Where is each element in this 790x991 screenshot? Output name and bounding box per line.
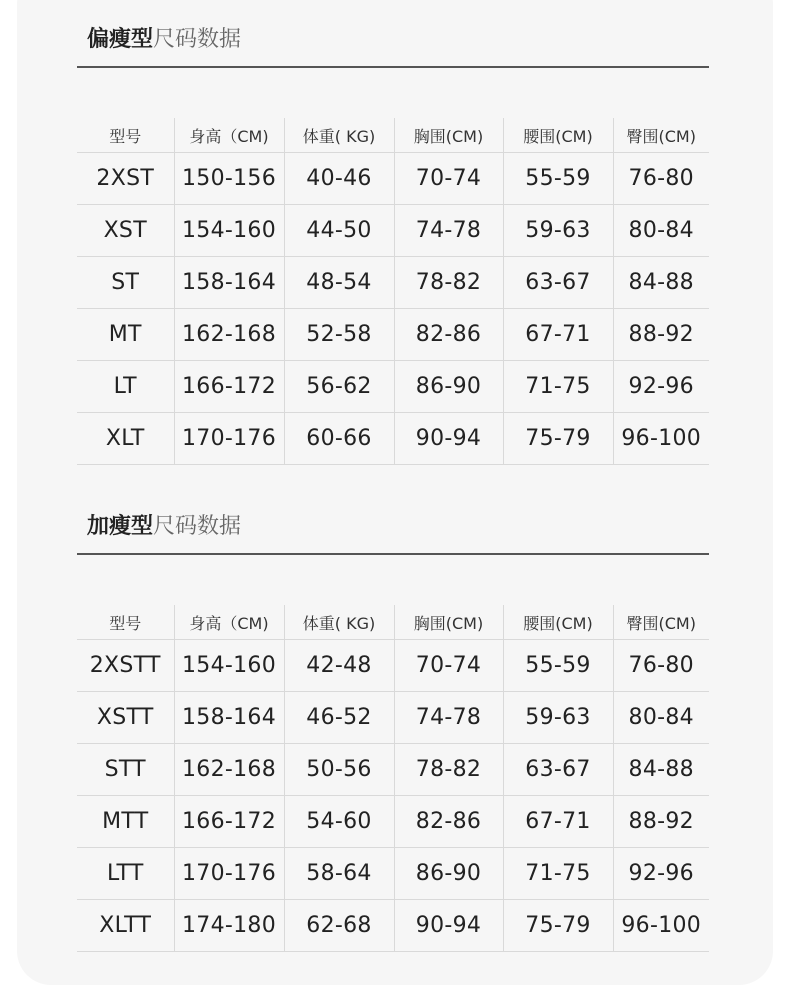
table-row bbox=[77, 413, 709, 465]
table-row bbox=[77, 692, 709, 744]
cell-size: ST bbox=[77, 257, 174, 309]
cell-chest: 82-86 bbox=[394, 796, 503, 848]
cell-hip: 80-84 bbox=[613, 205, 709, 257]
size-table bbox=[77, 605, 709, 952]
cell-weight: 62-68 bbox=[284, 900, 394, 952]
cell-size: LT bbox=[77, 361, 174, 413]
cell-size: LTT bbox=[77, 848, 174, 900]
cell-weight: 60-66 bbox=[284, 413, 394, 465]
cell-height: 174-180 bbox=[174, 900, 284, 952]
cell-size: XLTT bbox=[77, 900, 174, 952]
table-header-row bbox=[77, 605, 709, 640]
table-row bbox=[77, 848, 709, 900]
cell-height: 158-164 bbox=[174, 257, 284, 309]
cell-hip: 84-88 bbox=[613, 744, 709, 796]
cell-chest: 90-94 bbox=[394, 900, 503, 952]
table-row bbox=[77, 900, 709, 952]
cell-chest: 74-78 bbox=[394, 692, 503, 744]
size-section-extra-slim bbox=[77, 495, 709, 938]
cell-chest: 78-82 bbox=[394, 257, 503, 309]
cell-height: 166-172 bbox=[174, 361, 284, 413]
cell-weight: 48-54 bbox=[284, 257, 394, 309]
cell-height: 162-168 bbox=[174, 309, 284, 361]
cell-height: 170-176 bbox=[174, 848, 284, 900]
cell-height: 154-160 bbox=[174, 640, 284, 692]
table-row bbox=[77, 744, 709, 796]
cell-weight: 56-62 bbox=[284, 361, 394, 413]
cell-weight: 42-48 bbox=[284, 640, 394, 692]
cell-hip: 76-80 bbox=[613, 153, 709, 205]
cell-weight: 44-50 bbox=[284, 205, 394, 257]
cell-weight: 40-46 bbox=[284, 153, 394, 205]
section-title-light: 尺码数据 bbox=[153, 26, 242, 52]
cell-hip: 92-96 bbox=[613, 848, 709, 900]
size-table bbox=[77, 118, 709, 465]
cell-hip: 88-92 bbox=[613, 309, 709, 361]
cell-weight: 46-52 bbox=[284, 692, 394, 744]
cell-height: 162-168 bbox=[174, 744, 284, 796]
cell-waist: 67-71 bbox=[503, 309, 613, 361]
cell-chest: 86-90 bbox=[394, 361, 503, 413]
cell-waist: 67-71 bbox=[503, 796, 613, 848]
cell-waist: 55-59 bbox=[503, 640, 613, 692]
cell-hip: 76-80 bbox=[613, 640, 709, 692]
cell-waist: 63-67 bbox=[503, 744, 613, 796]
cell-weight: 54-60 bbox=[284, 796, 394, 848]
section-title bbox=[77, 8, 709, 68]
cell-size: XSTT bbox=[77, 692, 174, 744]
table-row bbox=[77, 205, 709, 257]
size-section-slim bbox=[77, 8, 709, 451]
cell-height: 158-164 bbox=[174, 692, 284, 744]
cell-waist: 59-63 bbox=[503, 205, 613, 257]
header-cell-hip: 臀围(CM) bbox=[613, 605, 709, 640]
cell-size: STT bbox=[77, 744, 174, 796]
section-title bbox=[77, 495, 709, 555]
table-header-row bbox=[77, 118, 709, 153]
cell-weight: 58-64 bbox=[284, 848, 394, 900]
section-title-bold: 偏瘦型 bbox=[87, 26, 154, 52]
cell-chest: 78-82 bbox=[394, 744, 503, 796]
cell-waist: 75-79 bbox=[503, 413, 613, 465]
cell-hip: 80-84 bbox=[613, 692, 709, 744]
section-title-light: 尺码数据 bbox=[153, 513, 242, 539]
cell-hip: 96-100 bbox=[613, 413, 709, 465]
header-cell-waist: 腰围(CM) bbox=[503, 605, 613, 640]
section-title-bold: 加瘦型 bbox=[87, 513, 154, 539]
cell-weight: 50-56 bbox=[284, 744, 394, 796]
table-row bbox=[77, 796, 709, 848]
cell-chest: 70-74 bbox=[394, 640, 503, 692]
table-row bbox=[77, 640, 709, 692]
cell-height: 166-172 bbox=[174, 796, 284, 848]
header-cell-waist: 腰围(CM) bbox=[503, 118, 613, 153]
table-row bbox=[77, 361, 709, 413]
cell-size: XST bbox=[77, 205, 174, 257]
table-row bbox=[77, 257, 709, 309]
cell-waist: 75-79 bbox=[503, 900, 613, 952]
cell-size: 2XST bbox=[77, 153, 174, 205]
table-row bbox=[77, 153, 709, 205]
cell-hip: 84-88 bbox=[613, 257, 709, 309]
cell-size: XLT bbox=[77, 413, 174, 465]
cell-hip: 92-96 bbox=[613, 361, 709, 413]
header-cell-height: 身高（CM) bbox=[174, 605, 284, 640]
cell-height: 170-176 bbox=[174, 413, 284, 465]
cell-size: 2XSTT bbox=[77, 640, 174, 692]
cell-waist: 59-63 bbox=[503, 692, 613, 744]
cell-height: 150-156 bbox=[174, 153, 284, 205]
cell-height: 154-160 bbox=[174, 205, 284, 257]
cell-chest: 90-94 bbox=[394, 413, 503, 465]
cell-hip: 96-100 bbox=[613, 900, 709, 952]
header-cell-size: 型号 bbox=[77, 118, 174, 153]
cell-size: MT bbox=[77, 309, 174, 361]
cell-chest: 82-86 bbox=[394, 309, 503, 361]
cell-hip: 88-92 bbox=[613, 796, 709, 848]
header-cell-chest: 胸围(CM) bbox=[394, 118, 503, 153]
header-cell-weight: 体重( KG) bbox=[284, 605, 394, 640]
cell-waist: 63-67 bbox=[503, 257, 613, 309]
cell-chest: 86-90 bbox=[394, 848, 503, 900]
cell-waist: 71-75 bbox=[503, 361, 613, 413]
cell-chest: 74-78 bbox=[394, 205, 503, 257]
header-cell-height: 身高（CM) bbox=[174, 118, 284, 153]
header-cell-weight: 体重( KG) bbox=[284, 118, 394, 153]
cell-weight: 52-58 bbox=[284, 309, 394, 361]
header-cell-chest: 胸围(CM) bbox=[394, 605, 503, 640]
header-cell-size: 型号 bbox=[77, 605, 174, 640]
table-row bbox=[77, 309, 709, 361]
cell-waist: 55-59 bbox=[503, 153, 613, 205]
header-cell-hip: 臀围(CM) bbox=[613, 118, 709, 153]
cell-chest: 70-74 bbox=[394, 153, 503, 205]
cell-size: MTT bbox=[77, 796, 174, 848]
cell-waist: 71-75 bbox=[503, 848, 613, 900]
